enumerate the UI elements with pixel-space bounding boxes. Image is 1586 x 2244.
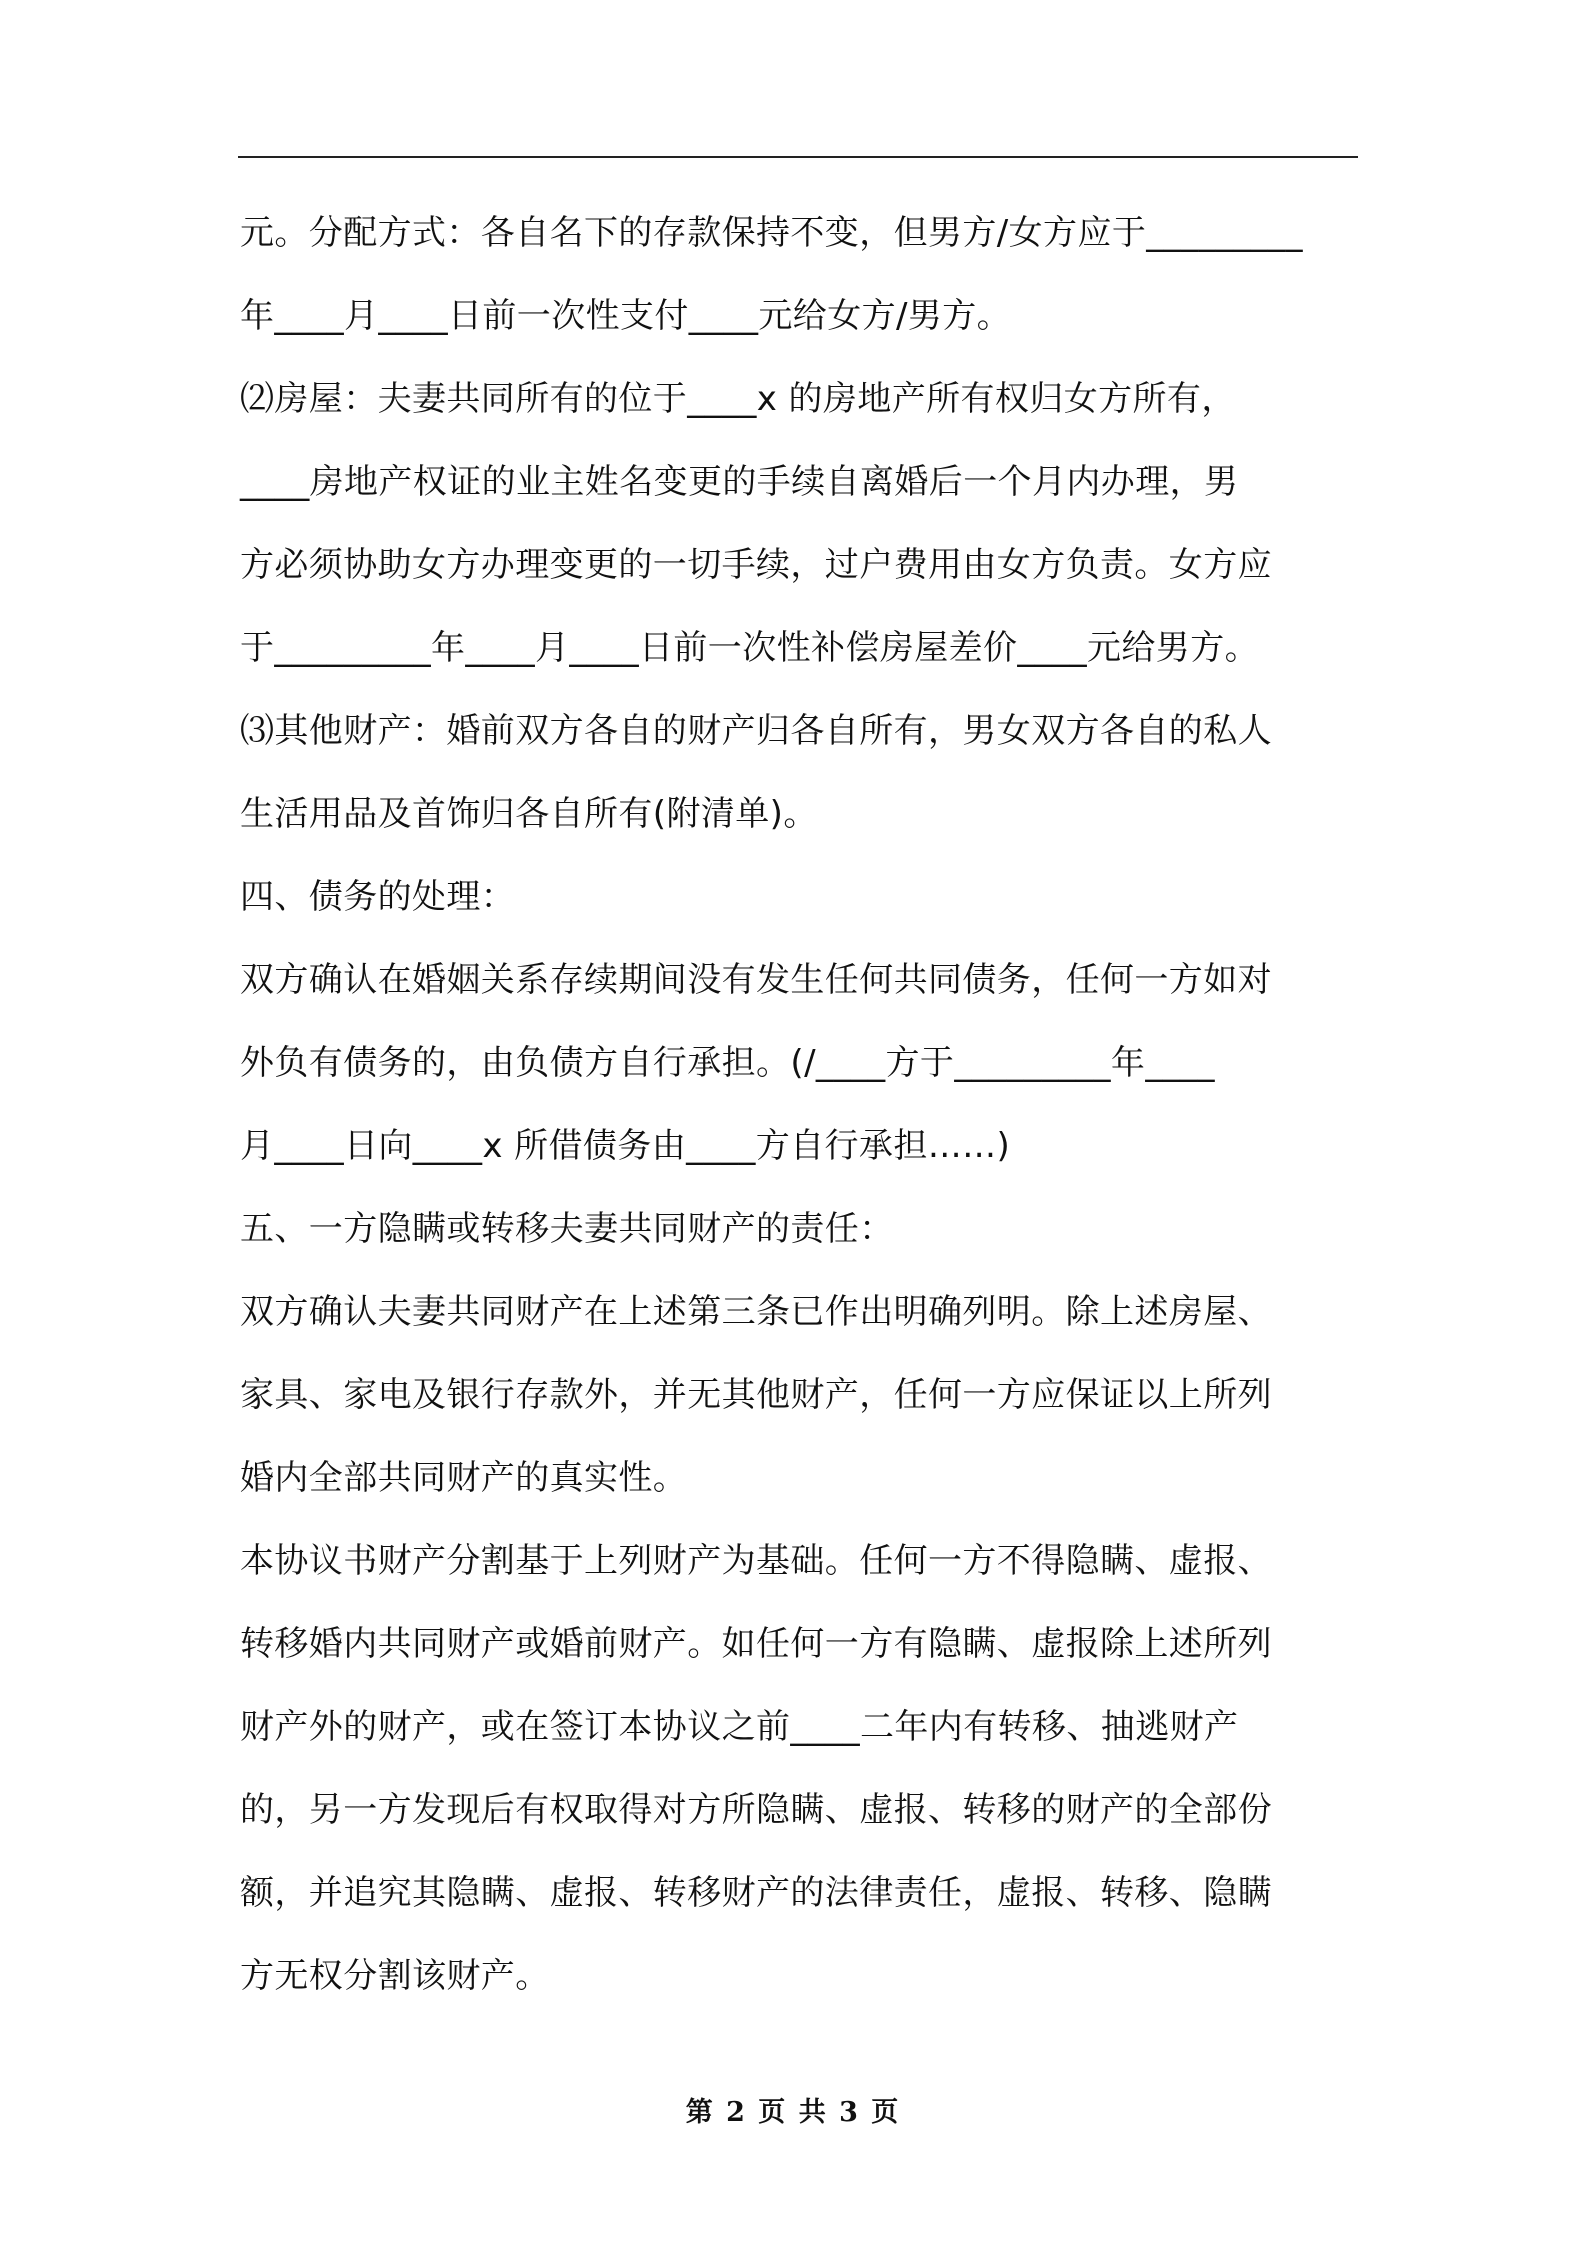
text-line: ⑶其他财产：婚前双方各自的财产归各自所有，男女双方各自的私人 [240, 711, 1272, 751]
text-line: ____房地产权证的业主姓名变更的手续自离婚后一个月内办理，男 [240, 462, 1239, 502]
text-line: 年____月____日前一次性支付____元给女方/男方。 [240, 296, 1012, 336]
text-line: 婚内全部共同财产的真实性。 [240, 1458, 688, 1498]
text-line: 的，另一方发现后有权取得对方所隐瞒、虚报、转移的财产的全部份 [240, 1790, 1272, 1830]
text-line: 财产外的财产，或在签订本协议之前____二年内有转移、抽逃财产 [240, 1707, 1239, 1747]
text-line: 转移婚内共同财产或婚前财产。如任何一方有隐瞒、虚报除上述所列 [240, 1624, 1272, 1664]
text-line: 方必须协助女方办理变更的一切手续，过户费用由女方负责。女方应 [240, 545, 1272, 585]
text-line: ⑵房屋：夫妻共同所有的位于____x 的房地产所有权归女方所有， [240, 379, 1236, 419]
text-line: 月____日向____x 所借债务由____方自行承担……) [240, 1126, 1011, 1166]
section-heading: 四、债务的处理： [240, 877, 516, 917]
text-line: 于_________年____月____日前一次性补偿房屋差价____元给男方。 [240, 628, 1259, 668]
header-divider [238, 156, 1358, 158]
page-number-footer: 第 2 页 共 3 页 [685, 2097, 901, 2128]
text-line: 外负有债务的，由负债方自行承担。(/____方于_________年____ [240, 1043, 1215, 1083]
document-body [240, 192, 1360, 2018]
text-line: 方无权分割该财产。 [240, 1956, 550, 1996]
text-line: 元。分配方式：各自名下的存款保持不变，但男方/女方应于_________ [240, 213, 1303, 253]
section-heading: 五、一方隐瞒或转移夫妻共同财产的责任： [240, 1209, 894, 1249]
text-line: 家具、家电及银行存款外，并无其他财产，任何一方应保证以上所列 [240, 1375, 1272, 1415]
text-line: 生活用品及首饰归各自所有(附清单)。 [240, 794, 818, 834]
text-line: 额，并追究其隐瞒、虚报、转移财产的法律责任，虚报、转移、隐瞒 [240, 1873, 1272, 1913]
text-line: 本协议书财产分割基于上列财产为基础。任何一方不得隐瞒、虚报、 [240, 1541, 1272, 1581]
text-line: 双方确认在婚姻关系存续期间没有发生任何共同债务，任何一方如对 [240, 960, 1272, 1000]
text-line: 双方确认夫妻共同财产在上述第三条已作出明确列明。除上述房屋、 [240, 1292, 1272, 1332]
